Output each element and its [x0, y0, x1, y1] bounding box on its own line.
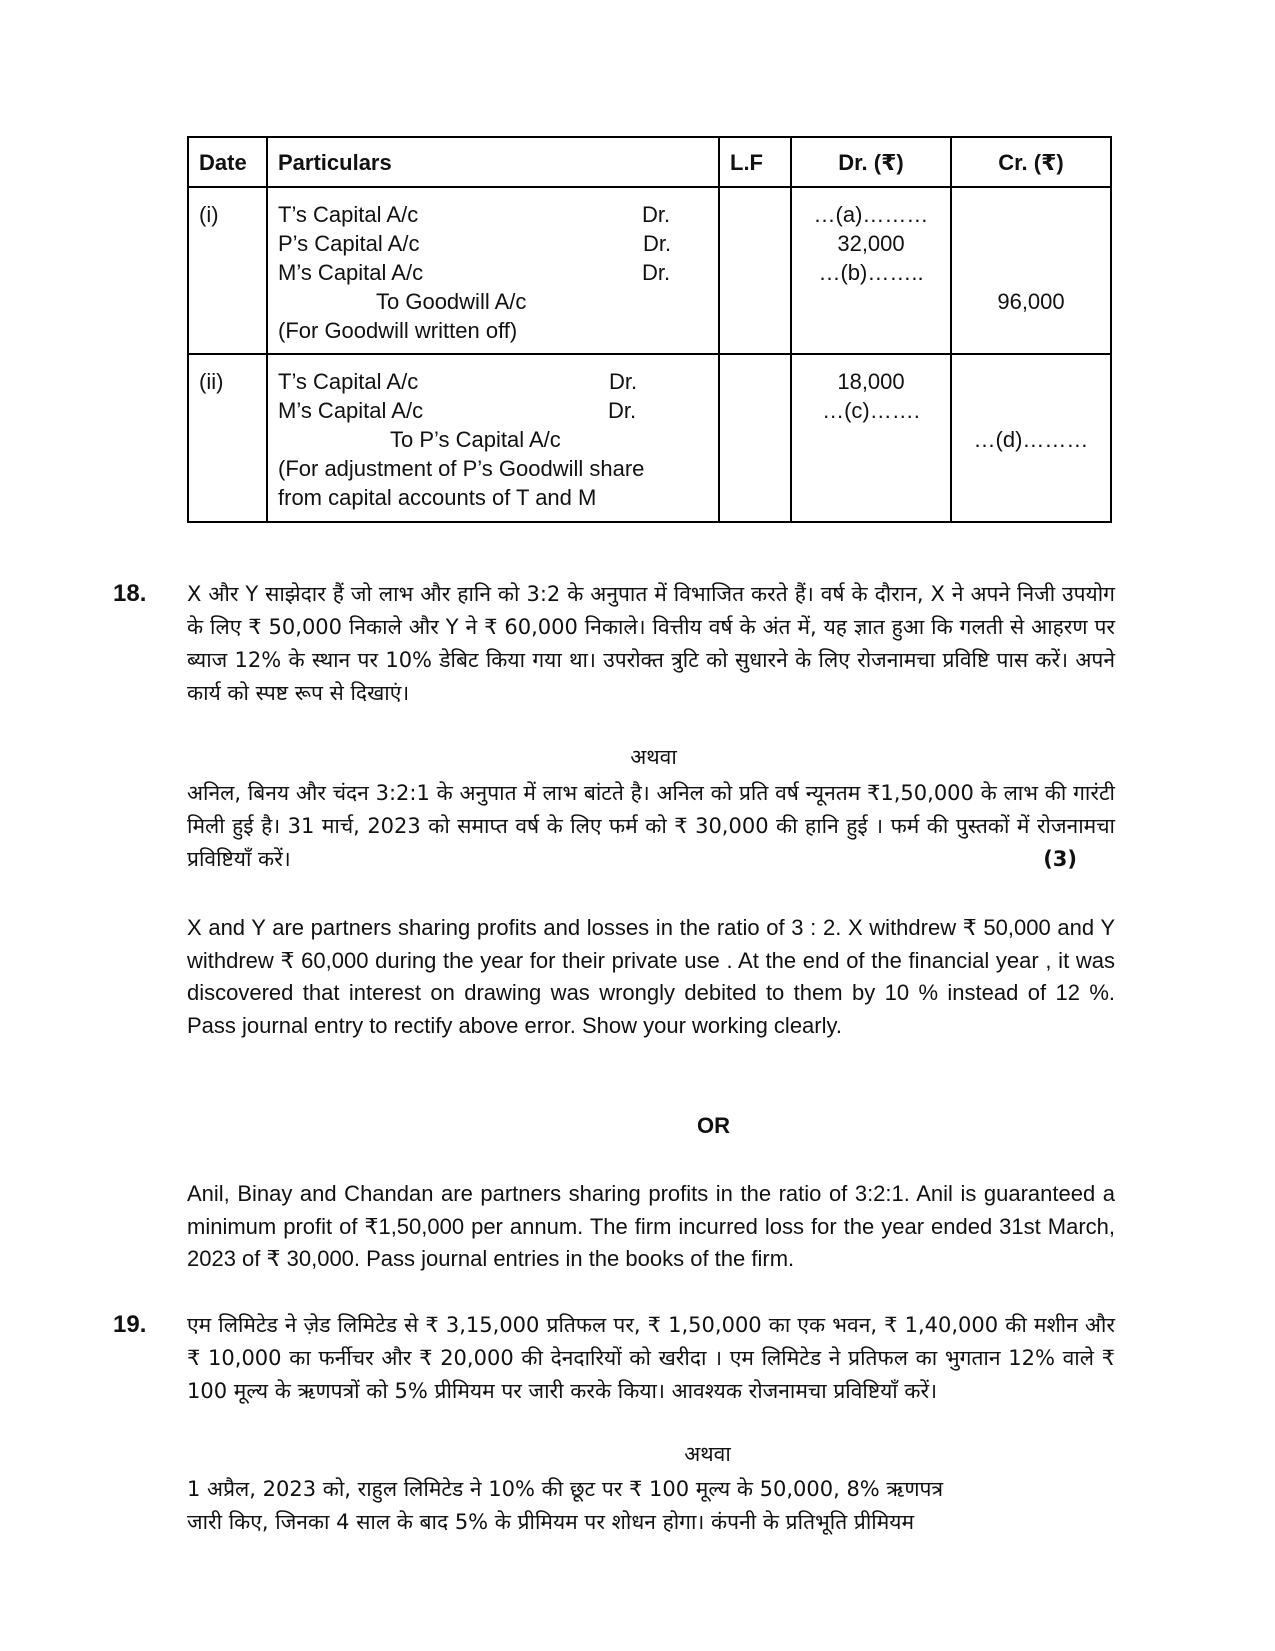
- row-dr-amounts: [791, 354, 951, 522]
- cr-amount: …(d)………: [973, 427, 1089, 452]
- particular-line: M’s Capital A/c Dr.: [278, 260, 671, 285]
- particular-line: M’s Capital A/c Dr.: [278, 398, 637, 423]
- q18-marks: (3): [1043, 847, 1077, 871]
- particular-line: P’s Capital A/c Dr.: [278, 231, 672, 256]
- journal-table: [187, 136, 1112, 523]
- q18-english-alternative: Anil, Binay and Chandan are partners sharing profits in the ratio of 3:2:1. Anil is guaranteed a minimum profit of ₹1,50,000 per annum. The firm incurred loss for the year ended 31st March, 2023 of ₹ 30,000. Pass journal entries in the books of the firm.: [187, 1181, 1115, 1272]
- dr-amount: 32,000: [837, 231, 905, 256]
- row-particulars: [267, 187, 719, 354]
- header-dr: Dr. (₹): [791, 137, 951, 187]
- q18-hindi-alt-text: अनिल, बिनय और चंदन 3:2:1 के अनुपात में लाभ बांटते है। अनिल को प्रति वर्ष न्यूनतम ₹1,50,000 के लाभ की गारंटी मिली हुई है। 31 मार्च, 2023 को समाप्त वर्ष के लिए फर्म को ₹ 30,000 की हानि हुई । फर्म की पुस्तकों में रोजनामचा प्रविष्टियाँ करें।: [187, 781, 1115, 871]
- q18-english-or: OR: [697, 1113, 730, 1138]
- journal-header-row: [188, 137, 1111, 187]
- q18-hindi-alternative: [187, 777, 1115, 876]
- journal-row-ii: [188, 354, 1111, 522]
- q18-hindi-or: अथवा: [630, 745, 677, 769]
- q18-english-text: X and Y are partners sharing profits and losses in the ratio of 3 : 2. X withdrew ₹ 50,000 and Y withdrew ₹ 60,000 during the year for their private use . At the end of the financial year , it was discovered that interest on drawing was wrongly debited to them by 10 % instead of 12 %. Pass journal entry to rectify above error. Show your working clearly.: [187, 915, 1115, 1038]
- q19-hindi-alt-line: जारी किए, जिनका 4 साल के बाद 5% के प्रीमियम पर शोधन होगा। कंपनी के प्रतिभूति प्रीमियम: [187, 1510, 915, 1534]
- question-number-19: 19.: [113, 1311, 147, 1338]
- journal-row-i: [188, 187, 1111, 354]
- header-particulars: Particulars: [267, 137, 719, 187]
- dr-amount: …(b)……..: [818, 260, 924, 285]
- row-cr-amounts: [951, 187, 1111, 354]
- q18-hindi-text: X और Y साझेदार हैं जो लाभ और हानि को 3:2 के अनुपात में विभाजित करते हैं। वर्ष के दौरान, X ने अपने निजी उपयोग के लिए ₹ 50,000 निकाले और Y ने ₹ 60,000 निकाले। वित्तीय वर्ष के अंत में, यह ज्ञात हुआ कि गलती से आहरण पर ब्याज 12% के स्थान पर 10% डेबिट किया गया था। उपरोक्त त्रुटि को सुधारने के लिए रोजनामचा प्रविष्टि पास करें। अपने कार्य को स्पष्ट रूप से दिखाएं।: [187, 582, 1115, 705]
- narration: (For adjustment of P’s Goodwill share: [278, 456, 645, 481]
- particular-line: To Goodwill A/c: [376, 289, 527, 314]
- row-particulars: [267, 354, 719, 522]
- cr-amount: 96,000: [997, 289, 1065, 314]
- q19-hindi-or: अथवा: [684, 1442, 731, 1466]
- header-date: Date: [188, 137, 267, 187]
- particular-line: To P’s Capital A/c: [390, 427, 561, 452]
- question-number-18: 18.: [113, 580, 147, 607]
- particular-line: T’s Capital A/c Dr.: [278, 369, 638, 394]
- q19-hindi-text: एम लिमिटेड ने ज़ेड लिमिटेड से ₹ 3,15,000 प्रतिफल पर, ₹ 1,50,000 का एक भवन, ₹ 1,40,000 की मशीन और ₹ 10,000 का फर्नीचर और ₹ 20,000 की देनदारियों को खरीदा । एम लिमिटेड ने प्रतिफल का भुगतान 12% वाले ₹ 100 मूल्य के ऋणपत्रों को 5% प्रीमियम पर जारी करके किया। आवश्यक रोजनामचा प्रविष्टियाँ करें।: [187, 1313, 1115, 1403]
- narration: (For Goodwill written off): [278, 318, 518, 343]
- row-lf: [719, 187, 791, 354]
- header-cr: Cr. (₹): [951, 137, 1111, 187]
- row-lf: [719, 354, 791, 522]
- particular-line: T’s Capital A/c Dr.: [278, 202, 671, 227]
- row-date: (i): [188, 187, 267, 354]
- dr-amount: …(a)………: [813, 202, 929, 227]
- header-lf: L.F: [719, 137, 791, 187]
- narration: from capital accounts of T and M: [278, 485, 597, 510]
- dr-amount: 18,000: [837, 369, 905, 394]
- row-cr-amounts: [951, 354, 1111, 522]
- q19-hindi-alt-line: 1 अप्रैल, 2023 को, राहुल लिमिटेड ने 10% की छूट पर ₹ 100 मूल्य के 50,000, 8% ऋणपत्र: [187, 1477, 944, 1501]
- row-date: (ii): [188, 354, 267, 522]
- row-dr-amounts: [791, 187, 951, 354]
- dr-amount: …(c)…….: [822, 398, 920, 423]
- q19-hindi-alternative: [187, 1473, 1115, 1539]
